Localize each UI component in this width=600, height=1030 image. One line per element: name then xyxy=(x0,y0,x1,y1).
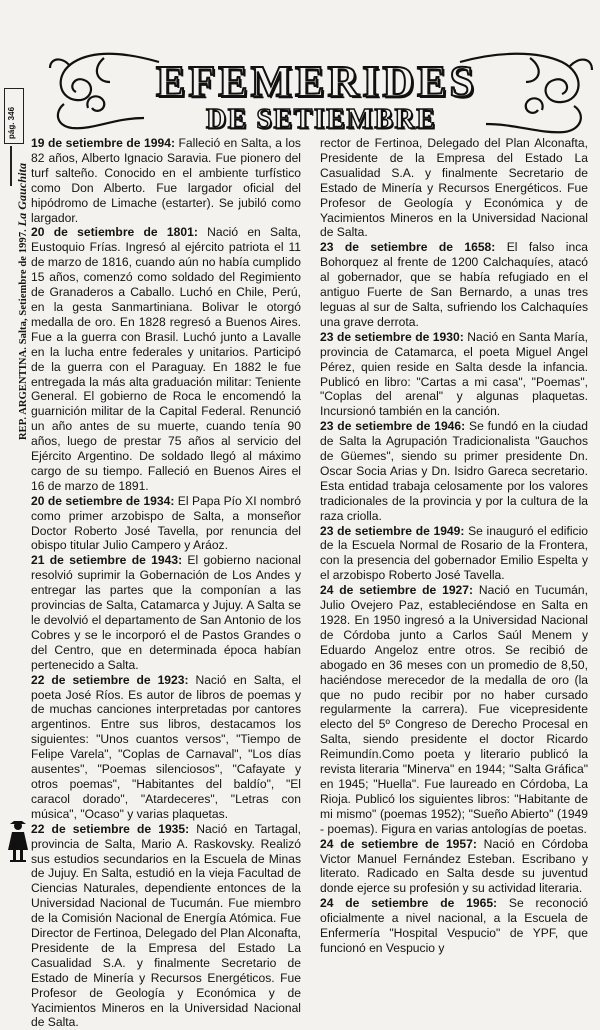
entry-text: Nació en Salta, Eustoquio Frías. Ingresó al ejército patriota el 11 de marzo de 1816, cuando aún no había cumplido 15 años, comenzó como soldado del Regimiento de Granaderos a Caballo. Luchó en Chile, Perú, en la gesta Sanmartiniana. Bolivar le otorgó medalla de oro. En 1828 regresó a Buenos Aires. Fue a la guerra con Brasil. Luchó junto a Lavalle en la lucha entre federales y unitarios. Participó de la guerra con el Paraguay. En 1882 le fue entregada la más alta graduación militar: Teniente General. El gobierno de Roca le encomendó la guarnición militar de la Capital Federal. Renunció un año antes de su muerte, cuando tenía 90 años, luego de prestar 75 años al servicio del Ejército Argentino. De soldado llegó al máximo cargo de su tiempo. Falleció en Buenos Aires el 16 de marzo de 1891. xyxy=(31,225,301,493)
page-title: EFEMERIDES xyxy=(156,57,477,106)
header xyxy=(36,42,596,138)
entry-text: Se reconoció oficialmente a nivel nacional, a la Escuela de Enfermería "Hospital Vespucio" de YPF, que funcionó en Vespucio y xyxy=(320,896,588,955)
entry-text: Nació en Córdoba Victor Manuel Fernández Esteban. Escribano y literato. Radicado en Salta desde su juventud donde ejerce su profesión y su actividad literaria. xyxy=(320,836,588,896)
page-subtitle: DE SETIEMBRE xyxy=(206,104,437,135)
entry xyxy=(320,240,588,329)
entry-date: 22 de setiembre de 1923: xyxy=(31,672,189,687)
entry-date: 23 de setiembre de 1658: xyxy=(320,240,496,255)
page-number: pág. 346 xyxy=(7,106,16,139)
entry xyxy=(31,673,301,822)
entry xyxy=(320,524,588,584)
brand-wordmark: La Gauchita xyxy=(15,162,29,227)
entry-date: 23 de setiembre de 1946: xyxy=(320,419,466,434)
entry-date: 21 de setiembre de 1943: xyxy=(31,553,183,568)
entry-text: Se fundó en la ciudad de Salta la Agrupación Tradicionalista "Gauchos de Güemes", siendo su primer presidente Dn. Oscar Socia Arias y Dn. Isidro Gareca secretario. Esta entidad trabaja celosamente por los valores tradicionales de la provincia y por la cultura de la raza criolla. xyxy=(320,419,588,523)
entry xyxy=(320,837,588,897)
entry-date: 23 de setiembre de 1949: xyxy=(320,523,465,538)
entry-text: El gobierno nacional resolvió suprimir la Gobernación de Los Andes y entregar las partes que la componían a las provincias de Salta, Catamarca y Jujuy. A Salta se le devolvió el departamento de San Antonio de los Cobres y se le incorporó el de Pastos Grandes o del Centro, que en determinada época habían pertenecido a Salta. xyxy=(31,553,301,672)
entry-text: Falleció en Salta, a los 82 años, Alberto Ignacio Saravia. Fue pionero del turf salteño. Conocido en el ambiente turfístico como Don Alberto. Fue largador oficial del hipódromo de Limache (estarter). Se jubiló como largador. xyxy=(31,136,301,225)
entry xyxy=(320,896,588,956)
entry xyxy=(320,419,588,523)
page-number-tag xyxy=(4,88,24,144)
entry xyxy=(31,494,301,554)
entry-text: rector de Fertinoa, Delegado del Plan Alconafta, Presidente de la Empresa del Estado La Casualidad S.A. y finalmente Secretario de Estado de Minería y Recursos Energéticos. Fue Profesor de Geología y Económica y de Yacimientos Mineros en la Universidad Nacional de Salta. xyxy=(320,136,588,240)
entry-text: Nació en Tucumán, Julio Ovejero Paz, estableciéndose en Salta en 1928. En 1950 ingresó a la Universidad Nacional de Córdoba junto a Carlos Saúl Menem y Eduardo Angeloz entre otros. Se recibió de abogado en 36 meses con un promedio de 8,50, haciéndose merecedor de la medalla de oro (la que no pudo recibir por no haber cursado regularmente la carrera). Fue vicepresidente electo del 5º Congreso de Derecho Procesal en Salta, siendo presidente el doctor Ricardo Reimundín.Como poeta y literario publicó la revista literaria "Minerva" en 1944; "Salta Gráfica" en 1945; "Huella". Fue laureado en Córdoba, La Rioja. Publicó los siguientes libros: "Habitante de mi mismo" (poemas 1952); "Sueño Abierto" (1949 - poemas). Figura en varias antologías de poetas. xyxy=(320,583,588,836)
side-divider xyxy=(10,146,12,186)
gaucho-figure-icon xyxy=(6,820,30,864)
entry-date: 20 de setiembre de 1934: xyxy=(31,493,175,508)
entry xyxy=(31,225,301,493)
entry xyxy=(31,822,301,1030)
entry-date: 22 de setiembre de 1935: xyxy=(31,821,190,836)
entry xyxy=(320,583,588,836)
entry-date: 23 de setiembre de 1930: xyxy=(320,329,464,344)
entry-text: El Papa Pío XI nombró como primer arzobispo de Salta, a monseñor Doctor Roberto José Tavella, por renuncia del obispo titular Julio Campero y Aráoz. xyxy=(31,493,301,553)
entry-date: 24 de setiembre de 1957: xyxy=(320,836,477,851)
entry-text: Nació en Salta, el poeta José Ríos. Es autor de libros de poemas y de muchas canciones interpretadas por cantores argentinos. Entre sus libros, destacamos los siguientes: "Unos cuantos versos", "Tiempo de Felipe Varela", "Coplas de Carnaval", "Los días ausentes", "Poemas silenciosos", "Cafayate y otros poemas", "Habitantes del baldío", "El caracol dorado", "Atardeceres", "Letras con música", "Ocaso" y varias plaquetas. xyxy=(31,672,301,821)
left-column xyxy=(31,136,301,1030)
entry-date: 20 de setiembre de 1801: xyxy=(31,225,198,240)
side-caption-text: REP. ARGENTINA. Salta, Setiembre de 1997. xyxy=(18,229,29,440)
entry-text: El falso inca Bohorquez al frente de 1200 Calchaquíes, atacó al gobernador, que se había refugiado en el antiguo Fuerte de San Bernardo, a unas tres leguas al sur de Salta, sufriendo los Calchaquíes una grave derrota. xyxy=(320,240,588,329)
right-column xyxy=(320,136,588,956)
side-caption xyxy=(15,163,30,440)
entry-date: 24 de setiembre de 1965: xyxy=(320,896,498,911)
entry xyxy=(31,136,301,225)
entry-text: Nació en Santa María, provincia de Catamarca, el poeta Miguel Angel Pérez, quien reside en Salta desde la infancia. Publicó en libro: "Cartas a mi casa", "Poemas", "Coplas del arenal" y algunas plaquetas. Incursionó también en la canción. xyxy=(320,329,588,419)
entry-date: 24 de setiembre de 1927: xyxy=(320,583,474,598)
entry-text: Nació en Tartagal, provincia de Salta, Mario A. Raskovsky. Realizó sus estudios secundarios en la Escuela de Minas de Jujuy. En Salta, estudió en la vieja Facultad de Ciencias Naturales, dependiente entonces de la Universidad Nacional de Tucumán. Fue miembro de la Comisión Nacional de Energía Atómica. Fue Director de Fertinoa, Delegado del Plan Alconafta, Presidente de la Empresa del Estado La Casualidad S.A. y finalmente Secretario de Estado de Minería y Recursos Energéticos. Fue Profesor de Geología y Económica y de Yacimientos Mineros en la Universidad Nacional de Salta. xyxy=(31,821,301,1030)
entry xyxy=(31,553,301,672)
entry xyxy=(320,136,588,240)
right-flourish-icon xyxy=(456,48,596,138)
left-flourish-icon xyxy=(44,48,164,134)
entry xyxy=(320,330,588,419)
entry-text: Se inauguró el edificio de la Escuela Normal de Rosario de la Frontera, con la presencia del gobernador Emilio Espelta y el arzobispo Roberto José Tavella. xyxy=(320,523,588,583)
entry-date: 19 de setiembre de 1994: xyxy=(31,136,175,150)
